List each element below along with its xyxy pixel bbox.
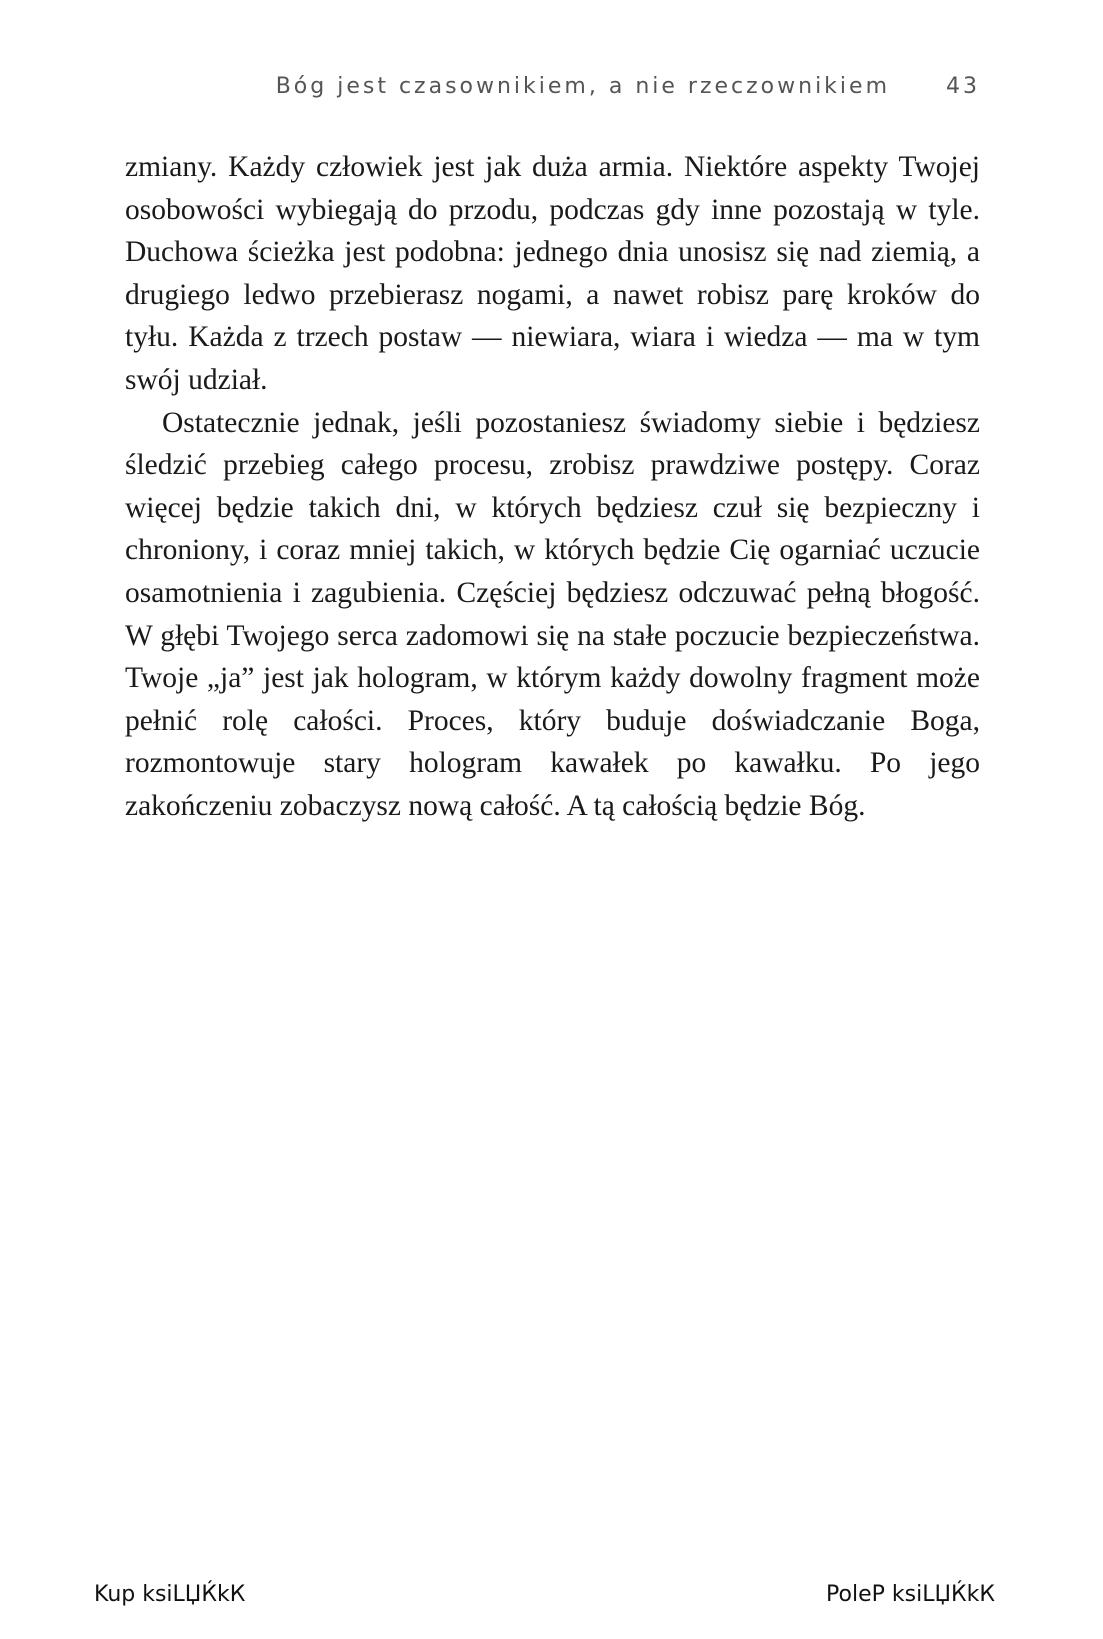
- paragraph-continuation: zmiany. Każdy człowiek jest jak duża armia. Niektóre aspekty Twojej osobowości wybiegają do przodu, podczas gdy inne pozostają w tyle. Duchowa ścieżka jest podobna: jednego dnia unosisz się nad ziemią, a drugiego ledwo przebierasz nogami, a nawet robisz parę kroków do tyłu. Każda z trzech postaw — niewiara, wiara i wiedza — ma w tym swój udział.: [125, 151, 980, 396]
- running-header: [125, 74, 980, 114]
- running-title: Bóg jest czasownikiem, a nie rzeczownikiem: [275, 74, 890, 99]
- footer: [0, 1582, 1103, 1622]
- buy-book-link[interactable]: Kup ksiLЏЌkК: [94, 1582, 246, 1607]
- paragraph: Ostatecznie jednak, jeśli pozostaniesz świadomy siebie i będziesz śledzić przebieg całego procesu, zrobisz prawdziwe postępy. Coraz więcej będzie takich dni, w których będziesz czuł się bezpieczny i chroniony, i coraz mniej takich, w których będzie Cię ogarniać uczucie osamotnienia i zagubienia. Częściej będziesz odczuwać pełną błogość. W głębi Twojego serca zadomowi się na stałe poczucie bezpieczeństwa. Twoje „ja” jest jak hologram, w którym każdy dowolny fragment może pełnić rolę całości. Proces, który buduje doświadczanie Boga, rozmontowuje stary hologram kawałek po kawałku. Po jego zakończeniu zobaczysz nową całość. A tą całością będzie Bóg.: [125, 406, 980, 822]
- recommend-book-link[interactable]: PoleP ksiLЏЌkК: [826, 1582, 995, 1607]
- page-body: [125, 146, 980, 828]
- page-number: 43: [946, 74, 980, 99]
